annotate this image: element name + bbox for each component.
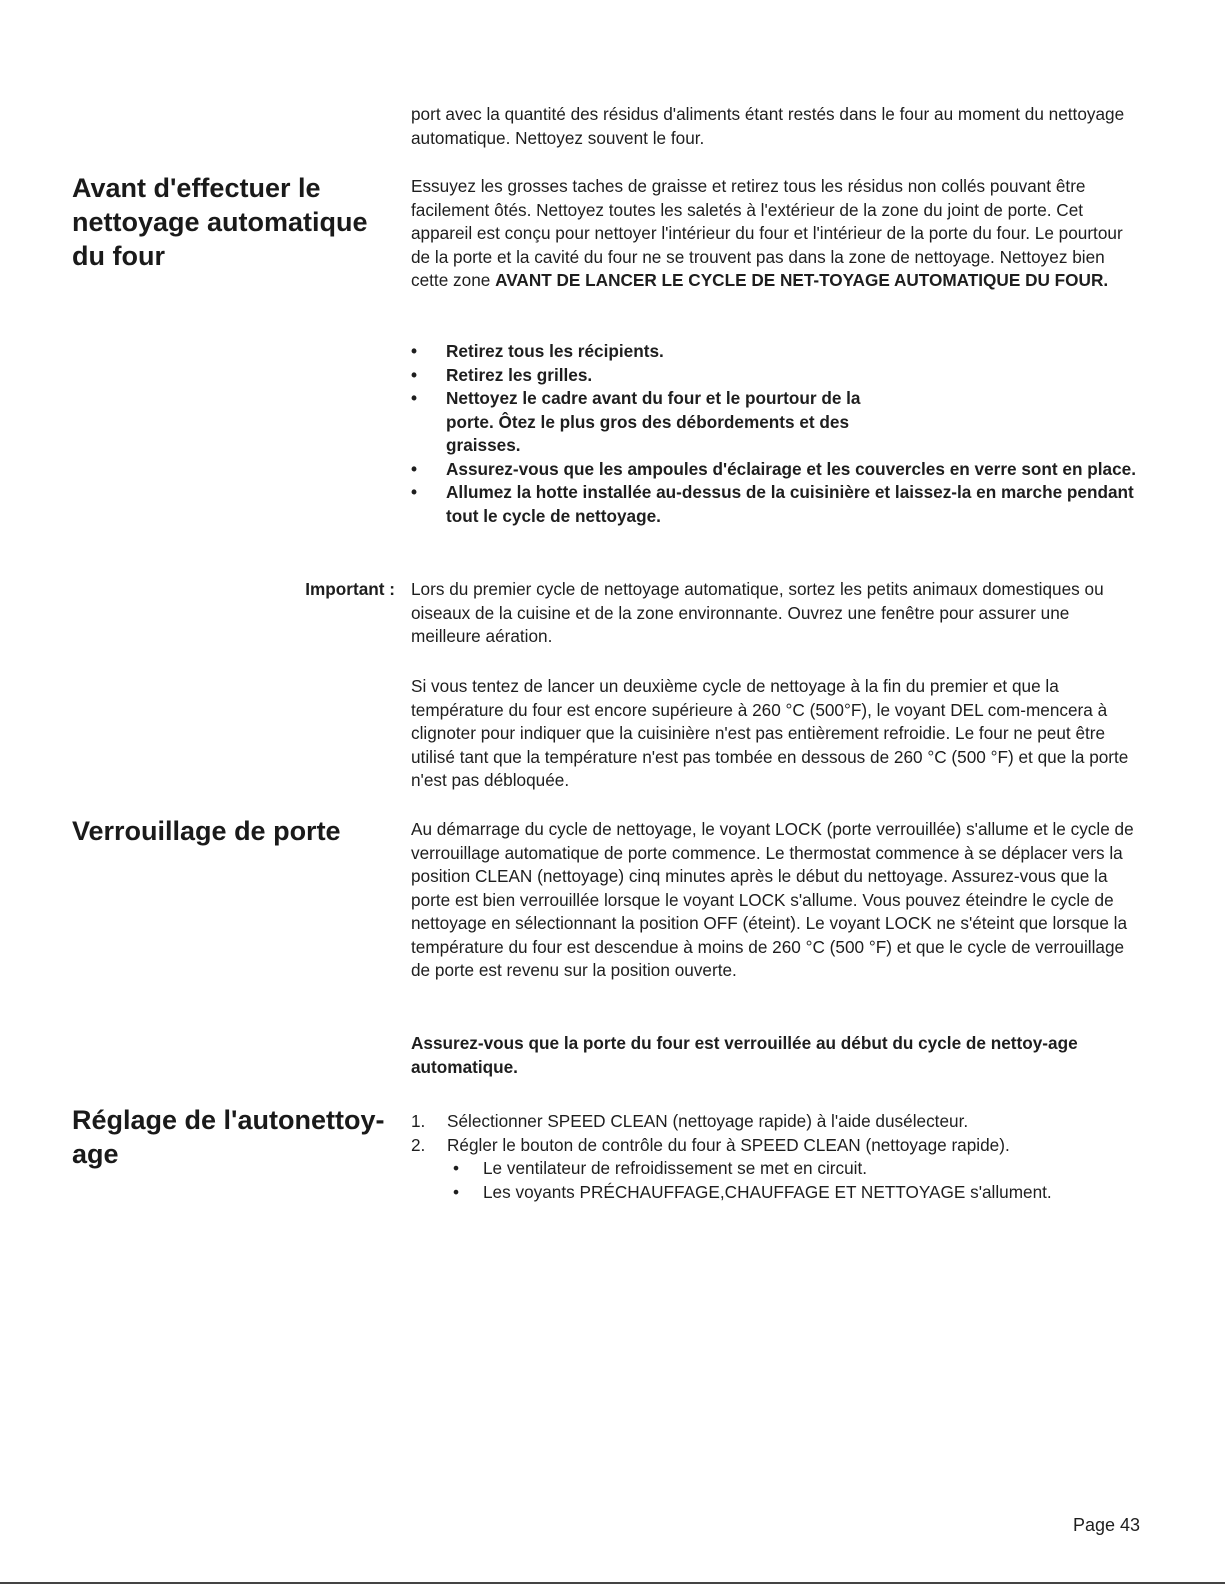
step-number: 1. <box>411 1111 426 1131</box>
important-label: Important : <box>305 579 395 599</box>
setting-steps-list <box>411 1110 1151 1157</box>
before-clean-paragraph-bold: AVANT DE LANCER LE CYCLE DE NET-TOYAGE AUTOMATIQUE DU FOUR. <box>495 270 1109 290</box>
heading-self-clean-setting: Réglage de l'autonettoy-age <box>72 1105 385 1169</box>
list-item: • Retirez tous les récipients. <box>411 340 1146 364</box>
door-lock-paragraph: Au démarrage du cycle de nettoyage, le voyant LOCK (porte verrouillée) s'allume et le cycle de verrouillage automatique de porte commence. Le thermostat commence à se déplacer vers la position CLEAN (nettoyage) cinq minutes après le début du nettoyage. Assurez-vous que la porte est bien verrouillée lorsque le voyant LOCK s'allume. Vous pouvez éteindre le cycle de nettoyage en sélectionnant la position OFF (éteint). Le voyant LOCK ne s'éteint que lorsque la température du four est descendue à moins de 260 °C (500 °F) et que le cycle de verrouillage de porte est revenu sur la position ouverte. <box>411 819 1134 980</box>
heading-before-self-clean: Avant d'effectuer le nettoyage automatique du four <box>72 173 368 271</box>
list-item <box>411 1110 1151 1134</box>
before-clean-paragraph <box>411 175 1146 293</box>
list-item: • Retirez les grilles. <box>411 364 1146 388</box>
intro-paragraph: port avec la quantité des résidus d'aliments étant restés dans le four au moment du nettoyage automatique. Nettoyez souvent le four. <box>411 104 1125 148</box>
door-lock-bold-note: Assurez-vous que la porte du four est verrouillée au début du cycle de nettoy-age automatique. <box>411 1033 1078 1077</box>
list-item: • Assurez-vous que les ampoules d'éclairage et les couvercles en verre sont en place. <box>411 458 1146 482</box>
bottom-divider <box>0 1582 1225 1584</box>
list-item <box>411 1134 1151 1158</box>
step-number: 2. <box>411 1134 426 1155</box>
list-item: • Allumez la hotte installée au-dessus de la cuisinière et laissez-la en marche pendant tout le cycle de nettoyage. <box>411 481 1146 528</box>
setting-sub-bullets <box>411 1157 1156 1204</box>
second-cycle-paragraph: Si vous tentez de lancer un deuxième cycle de nettoyage à la fin du premier et que la température du four est encore supérieure à 260 °C (500°F), le voyant DEL com-mencera à clignoter pour indiquer que la cuisinière n'est pas entièrement refroidie. Le four ne peut être utilisé tant que la température n'est pas tombée en dessous de 260 °C (500 °F) et que la porte n'est pas débloquée. <box>411 676 1129 790</box>
important-paragraph: Lors du premier cycle de nettoyage automatique, sortez les petits animaux domestiques ou oiseaux de la cuisine et de la zone environnante. Ouvrez une fenêtre pour assurer une meilleure aération. <box>411 579 1104 646</box>
page-number: Page 43 <box>1072 1515 1140 1535</box>
before-clean-paragraph-text: Essuyez les grosses taches de graisse et retirez tous les résidus non collés pouvant être facilement ôtés. Nettoyez toutes les saletés à l'extérieur de la zone du joint de porte. Cet appareil est conçu pour nettoyer l'intérieur du four et l'intérieur de la porte du four. Le pourtour de la porte et la cavité du four ne se trouvent pas dans la zone de nettoyage. Nettoyez bien cette zone <box>411 176 1123 290</box>
list-item: • Les voyants PRÉCHAUFFAGE,CHAUFFAGE ET NETTOYAGE s'allument. <box>411 1181 1156 1205</box>
heading-door-lock: Verrouillage de porte <box>72 816 341 846</box>
list-item: • Le ventilateur de refroidissement se met en circuit. <box>411 1157 1156 1181</box>
preparation-bullet-list <box>411 340 1146 528</box>
step-text: Sélectionner SPEED CLEAN (nettoyage rapide) à l'aide dusélecteur. <box>447 1111 969 1131</box>
step-text: Régler le bouton de contrôle du four à SPEED CLEAN (nettoyage rapide). <box>447 1134 1010 1155</box>
list-item: • Nettoyez le cadre avant du four et le pourtour de la porte. Ôtez le plus gros des débordements et des graisses. <box>411 387 866 458</box>
